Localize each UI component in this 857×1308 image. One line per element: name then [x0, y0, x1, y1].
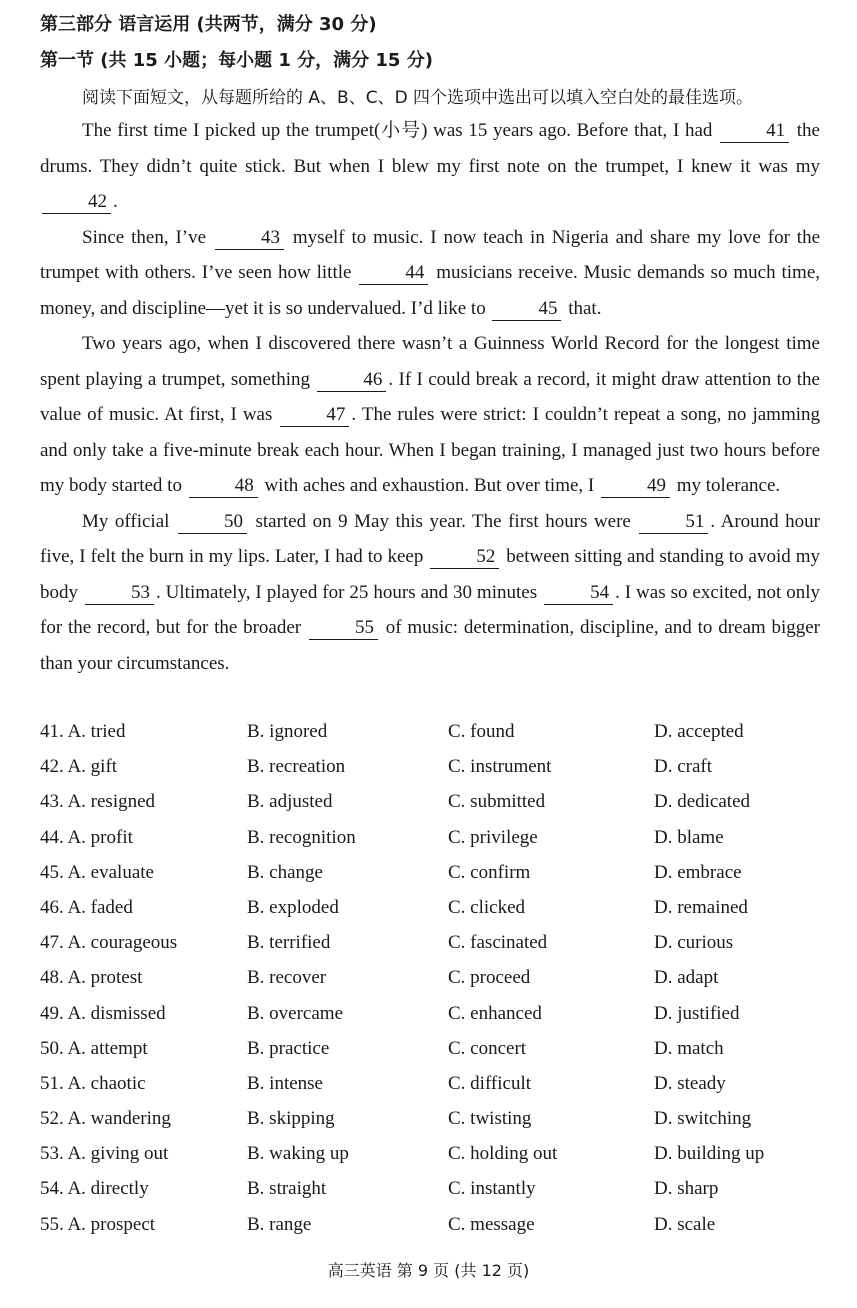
passage — [40, 113, 820, 681]
paragraph-4 — [40, 504, 820, 682]
instructions: 阅读下面短文，从每题所给的 A、B、C、D 四个选项中选出可以填入空白处的最佳选项。 — [82, 88, 754, 108]
blank-49: 49 — [601, 475, 670, 498]
blank-48: 48 — [189, 475, 258, 498]
passage-text: . If I could break a record, it might draw attention to the value of music. At first, I was — [40, 368, 820, 425]
option-b: B. range — [247, 1213, 312, 1235]
option-row-53 — [40, 1138, 830, 1173]
option-b: B. skipping — [247, 1108, 335, 1130]
blank-44: 44 — [359, 262, 428, 285]
blank-46: 46 — [317, 369, 386, 392]
option-d: D. dedicated — [654, 791, 751, 813]
option-row-47 — [40, 927, 830, 962]
option-row-45 — [40, 857, 830, 892]
option-d: D. remained — [654, 896, 748, 918]
option-b: B. recognition — [247, 826, 356, 848]
option-row-54 — [40, 1173, 830, 1208]
paragraph-2 — [40, 220, 820, 327]
option-d: D. adapt — [654, 967, 719, 989]
option-a: 50. A. attempt — [40, 1037, 148, 1059]
blank-55: 55 — [309, 617, 378, 640]
option-b: B. intense — [247, 1072, 323, 1094]
option-a: 53. A. giving out — [40, 1143, 169, 1165]
blank-52: 52 — [430, 546, 499, 569]
passage-text: Since then, I’ve — [82, 226, 207, 248]
passage-text: . — [113, 191, 118, 212]
option-c: C. holding out — [448, 1143, 558, 1165]
blank-42: 42 — [42, 191, 111, 214]
option-b: B. overcame — [247, 1002, 344, 1024]
option-a: 55. A. prospect — [40, 1213, 156, 1235]
option-a: 42. A. gift — [40, 756, 118, 778]
option-d: D. switching — [654, 1108, 752, 1130]
blank-54: 54 — [544, 582, 613, 605]
passage-text: . Around hour five, I felt the burn in my lips. Later, I had to keep — [40, 510, 820, 567]
option-d: D. match — [654, 1037, 724, 1059]
option-a: 47. A. courageous — [40, 932, 178, 954]
blank-41: 41 — [720, 120, 789, 143]
option-c: C. difficult — [448, 1072, 532, 1094]
option-row-50 — [40, 1033, 830, 1068]
option-b: B. waking up — [247, 1143, 349, 1165]
option-d: D. curious — [654, 932, 734, 954]
section-title: 第一节 (共 15 小题；每小题 1 分，满分 15 分) — [40, 50, 433, 71]
option-a: 41. A. tried — [40, 721, 126, 742]
blank-45: 45 — [492, 298, 561, 321]
option-row-41 — [40, 716, 830, 751]
option-c: C. confirm — [448, 861, 531, 883]
option-b: B. practice — [247, 1037, 330, 1059]
passage-text: The first time I picked up the trumpet(小号) was 15 years ago. Before that, I had — [82, 120, 713, 141]
blank-50: 50 — [178, 511, 247, 534]
option-a: 54. A. directly — [40, 1178, 149, 1200]
option-row-48 — [40, 962, 830, 997]
option-c: C. proceed — [448, 967, 531, 989]
passage-text: the drums. They didn’t quite stick. But when I blew my first note on the trumpet, I knew it was my — [40, 120, 820, 177]
paragraph-3 — [40, 326, 820, 504]
option-c: C. concert — [448, 1037, 527, 1059]
blank-43: 43 — [215, 227, 284, 250]
option-a: 45. A. evaluate — [40, 861, 154, 883]
option-row-44 — [40, 822, 830, 857]
option-b: B. ignored — [247, 721, 328, 742]
passage-text: that. — [568, 297, 602, 319]
option-d: D. blame — [654, 826, 724, 848]
option-c: C. instantly — [448, 1178, 536, 1200]
option-row-55 — [40, 1209, 830, 1244]
option-a: 44. A. profit — [40, 826, 133, 848]
passage-text: Two years ago, when I discovered there wasn’t a Guinness World Record for the longest time spent playing a trumpet, something — [40, 333, 820, 390]
option-c: C. privilege — [448, 826, 538, 848]
option-row-51 — [40, 1068, 830, 1103]
passage-text: between sitting and standing to avoid my body — [40, 546, 820, 603]
part-title: 第三部分 语言运用 (共两节，满分 30 分) — [40, 14, 377, 35]
passage-text: myself to music. I now teach in Nigeria and share my love for the trumpet with others. I’ve seen how little — [40, 226, 821, 283]
blank-53: 53 — [85, 582, 154, 605]
option-row-43 — [40, 786, 830, 821]
passage-text: . The rules were strict: I couldn’t repeat a song, no jamming and only take a five-minute break each hour. When I began training, I managed just two hours before my body started to — [40, 404, 820, 496]
option-d: D. embrace — [654, 861, 742, 883]
option-d: D. accepted — [654, 721, 744, 742]
option-b: B. adjusted — [247, 791, 333, 813]
option-a: 48. A. protest — [40, 967, 143, 989]
option-c: C. submitted — [448, 791, 546, 813]
options-list — [40, 716, 830, 1244]
option-a: 52. A. wandering — [40, 1108, 171, 1130]
option-c: C. instrument — [448, 756, 552, 778]
option-d: D. steady — [654, 1072, 726, 1094]
option-row-52 — [40, 1103, 830, 1138]
blank-47: 47 — [280, 404, 349, 427]
option-d: D. justified — [654, 1002, 740, 1024]
option-d: D. scale — [654, 1213, 716, 1235]
option-b: B. recreation — [247, 756, 346, 778]
option-b: B. exploded — [247, 896, 339, 918]
option-c: C. clicked — [448, 896, 526, 918]
passage-text: my tolerance. — [676, 475, 781, 496]
passage-text: musicians receive. Music demands so much time, money, and discipline—yet it is so undervalued. I’d like to — [40, 262, 821, 319]
passage-text: with aches and exhaustion. But over time, I — [264, 475, 595, 496]
passage-text: My official — [82, 510, 170, 532]
option-a: 49. A. dismissed — [40, 1002, 166, 1024]
passage-text: started on 9 May this year. The first hours were — [255, 510, 631, 532]
option-row-46 — [40, 892, 830, 927]
option-a: 46. A. faded — [40, 896, 133, 918]
option-row-42 — [40, 751, 830, 786]
option-b: B. recover — [247, 967, 327, 989]
passage-text: . Ultimately, I played for 25 hours and 30 minutes — [155, 581, 538, 603]
option-d: D. building up — [654, 1143, 765, 1165]
option-b: B. straight — [247, 1178, 327, 1200]
passage-text: of music: determination, discipline, and to dream bigger than your circumstances. — [40, 617, 821, 674]
option-c: C. enhanced — [448, 1002, 542, 1024]
option-d: D. sharp — [654, 1178, 719, 1200]
option-b: B. terrified — [247, 932, 331, 954]
option-a: 51. A. chaotic — [40, 1072, 146, 1094]
paragraph-1 — [40, 113, 820, 220]
option-c: C. fascinated — [448, 932, 548, 954]
option-c: C. twisting — [448, 1108, 532, 1130]
option-c: C. message — [448, 1213, 535, 1235]
page-footer: 高三英语 第 9 页 (共 12 页) — [327, 1261, 530, 1280]
blank-51: 51 — [639, 511, 708, 534]
option-a: 43. A. resigned — [40, 791, 156, 813]
option-row-49 — [40, 998, 830, 1033]
passage-text: . I was so excited, not only for the record, but for the broader — [40, 581, 821, 638]
option-b: B. change — [247, 861, 323, 883]
option-c: C. found — [448, 721, 515, 742]
option-d: D. craft — [654, 756, 713, 778]
